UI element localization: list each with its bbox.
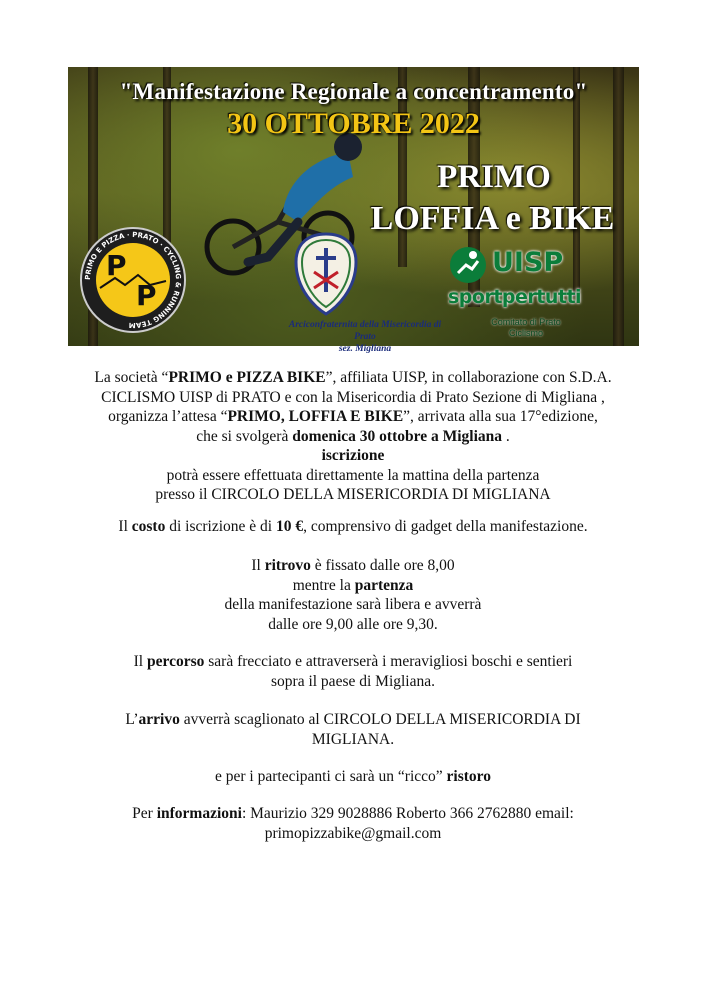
banner-title: "Manifestazione Regionale a concentramento" [119, 79, 588, 104]
percorso-line-2: sopra il paese di Migliana. [271, 672, 435, 690]
logo-letter-p: P [136, 279, 157, 312]
ritrovo-line-1: Il ritrovo è fissato dalle ore 8,00 [251, 557, 455, 574]
cost-line: Il costo di iscrizione è di 10 €, comprensivo di gadget della manifestazione. [118, 518, 588, 535]
iscrizione-heading: iscrizione [321, 447, 385, 464]
uisp-comitato-line1: Comitato di Prato [491, 317, 561, 327]
ritrovo-line-3: della manifestazione sarà libera e avverrà [224, 596, 482, 613]
info-line-1: Per informazioni: Maurizio 329 9028886 Roberto 366 2762880 email: [132, 805, 574, 822]
banner-event-name-1: PRIMO [437, 159, 551, 195]
intro-paragraph [0, 368, 706, 505]
misericordia-crest-icon [292, 232, 360, 316]
percorso-line-1: Il percorso sarà frecciato e attraverserà i meravigliosi boschi e sentieri [133, 653, 573, 670]
ritrovo-line-4: dalle ore 9,00 alle ore 9,30. [268, 615, 438, 633]
uisp-slogan: sportpertutti [448, 286, 582, 308]
contact-email[interactable]: primopizzabike@gmail.com [264, 824, 442, 842]
event-banner [68, 67, 639, 354]
arrivo-line-2: MIGLIANA. [311, 730, 395, 748]
logo-inner-circle [96, 243, 170, 317]
cost-paragraph [0, 517, 706, 537]
intro-line-4: che si svolgerà domenica 30 ottobre a Migliana . [196, 427, 510, 445]
uisp-runner-icon [446, 245, 490, 285]
intro-line-6: potrà essere effettuata direttamente la mattina della partenza [166, 466, 540, 484]
misericordia-caption [280, 319, 450, 355]
intro-line-2: CICLISMO UISP di PRATO e con la Misericordia di Prato Sezione di Migliana , [101, 388, 605, 406]
uisp-comitato-line2: Ciclismo [508, 328, 543, 338]
intro-line-3: organizza l’attesa “PRIMO, LOFFIA E BIKE”, arrivata alla sua 17°edizione, [108, 408, 598, 425]
uisp-comitato [446, 317, 606, 339]
misericordia-caption-line1: Arciconfraternita della Misericordia di Prato [288, 320, 442, 342]
info-paragraph [0, 804, 706, 843]
arrivo-paragraph [0, 710, 706, 749]
arrivo-line-1: L’arrivo avverrà scaglionato al CIRCOLO DELLA MISERICORDIA DI [125, 711, 581, 728]
percorso-paragraph [0, 652, 706, 691]
ritrovo-line-2: mentre la partenza [292, 576, 414, 594]
logo-ring-label: PRIMO E PIZZA · PRATO · CYCLING & RUNNING TEAM [83, 230, 183, 330]
mountain-line-icon [100, 273, 166, 293]
intro-line-7: presso il CIRCOLO DELLA MISERICORDIA DI MIGLIANA [155, 486, 551, 503]
ristoro-paragraph [0, 767, 706, 787]
uisp-wordmark: UISP [492, 247, 564, 278]
uisp-logo [446, 245, 606, 345]
primo-pizza-logo [80, 227, 186, 333]
ritrovo-paragraph [0, 556, 706, 634]
logo-letter-p: P [106, 249, 127, 282]
intro-line-1: La società “PRIMO e PIZZA BIKE”, affiliata UISP, in collaborazione con S.D.A. [94, 369, 612, 386]
banner-date: 30 OTTOBRE 2022 [227, 107, 480, 140]
misericordia-caption-line2: sez. Migliana [338, 344, 392, 354]
ristoro-line: e per i partecipanti ci sarà un “ricco” ristoro [215, 768, 491, 785]
banner-event-name-2: LOFFIA e BIKE [370, 200, 615, 237]
